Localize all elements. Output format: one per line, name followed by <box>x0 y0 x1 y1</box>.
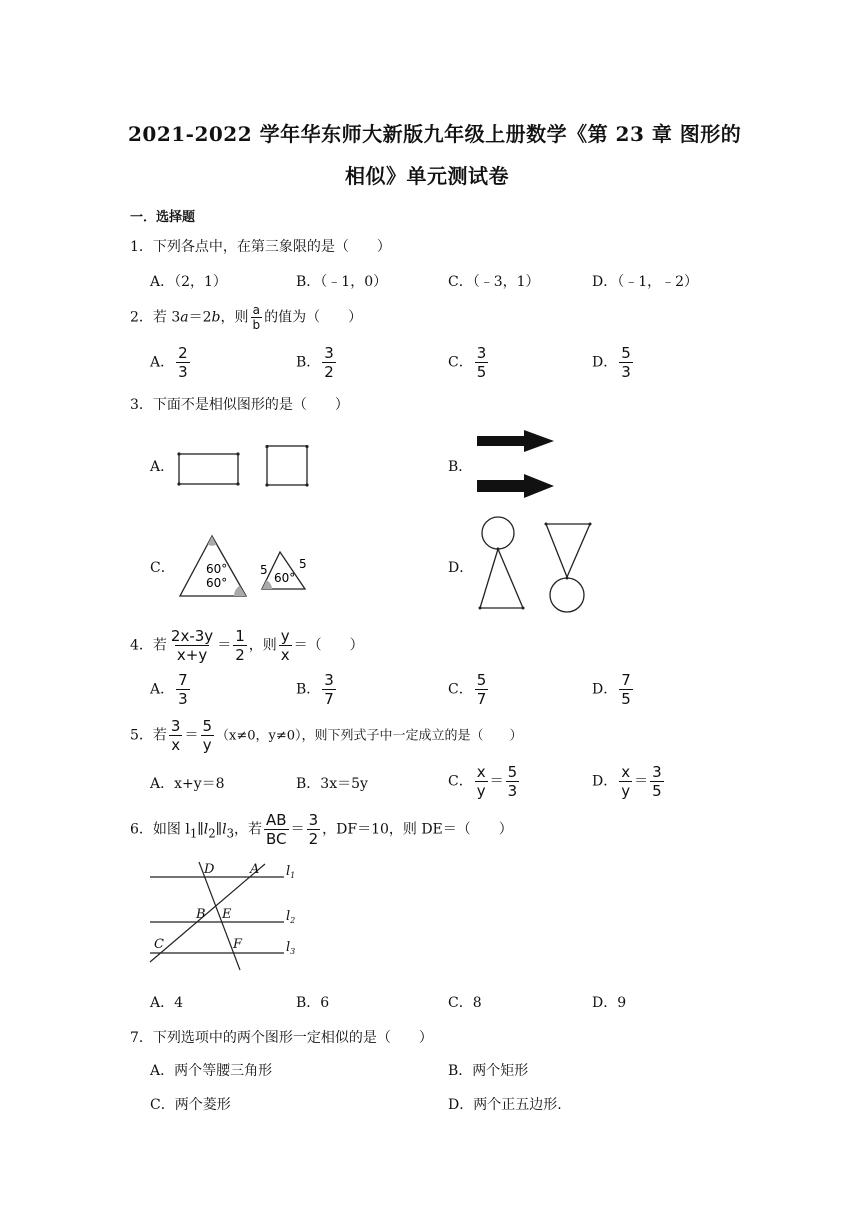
q5-fraction <box>200 718 214 753</box>
q6-text: 6．如图 l <box>130 821 190 838</box>
q6-option-c: C．8 <box>448 995 482 1011</box>
label-f: F <box>233 937 243 952</box>
frac-den: y <box>476 782 486 800</box>
circle-shape <box>550 578 584 612</box>
q3-option-a-label: A． <box>150 459 175 475</box>
frac-num: 3 <box>652 763 662 781</box>
q4-option-d <box>592 672 635 707</box>
q2-text: ，则 <box>220 309 249 326</box>
opt-fraction <box>619 764 632 799</box>
frac-num: 2x-3y <box>170 627 214 645</box>
q2-text: 2．若 3 <box>130 309 181 326</box>
frac-den: 3 <box>621 363 631 381</box>
q4-option-a <box>150 672 192 707</box>
figure-rectangle-square <box>170 445 320 493</box>
q4-fraction <box>233 628 247 663</box>
vertex-dots <box>177 452 239 485</box>
q5-condition: （x≠0，y≠0），则下列式子中一定成立的是（ ） <box>216 728 523 744</box>
angle-label: 60° <box>206 562 228 576</box>
frac-num: 3 <box>476 344 487 362</box>
question-3-stem: 3．下面不是相似图形的是（ ） <box>130 397 349 413</box>
figure-two-triangles <box>176 532 316 600</box>
side-label: 5 <box>299 557 307 571</box>
opt-label: C． <box>448 773 473 790</box>
q2-var-b: b <box>211 309 221 326</box>
frac-den: x <box>280 646 290 664</box>
frac-den: 2 <box>235 646 245 664</box>
frac-den: 5 <box>652 782 662 800</box>
frac-den: x <box>171 736 181 754</box>
q3-option-b-label: B． <box>448 459 473 475</box>
frac-num: AB <box>266 811 287 829</box>
q6-option-a: A．4 <box>150 995 184 1011</box>
q1-option-a: A．（2，1） <box>150 274 227 290</box>
q3-option-c-label: C． <box>150 560 175 576</box>
opt-fraction <box>650 764 664 799</box>
q4-option-c <box>448 672 490 707</box>
page-title-line2: 相似》单元测试卷 <box>345 164 509 188</box>
circle-shape <box>482 517 514 549</box>
opt-label: D． <box>592 773 618 790</box>
angle-mark <box>234 586 246 596</box>
opt-fraction <box>475 672 489 707</box>
opt-label: B． <box>296 681 321 698</box>
q7-option-a: A．两个等腰三角形 <box>150 1063 273 1079</box>
figure-circle-triangle <box>472 512 597 617</box>
q4-fraction <box>279 628 292 663</box>
frac-den: 3 <box>178 690 188 708</box>
q2-option-a <box>150 345 192 380</box>
q2-fraction <box>251 304 263 331</box>
frac-num: 3 <box>308 811 319 829</box>
opt-fraction <box>176 345 190 380</box>
frac-num: 3 <box>324 671 334 689</box>
page-title-line1: 2021-2022 学年华东师大新版九年级上册数学《第 23 章 图形的 <box>128 122 742 146</box>
question-4-stem <box>130 628 364 663</box>
frac-den: x+y <box>176 646 208 664</box>
frac-den: 5 <box>621 690 631 708</box>
frac-num: 3 <box>170 717 181 735</box>
opt-fraction <box>475 764 488 799</box>
frac-num: a <box>252 303 260 317</box>
opt-label: C． <box>448 354 473 371</box>
q3-option-d-label: D． <box>448 560 474 576</box>
q2-var-a: a <box>180 309 189 326</box>
q1-option-c: C．（﹣3，1） <box>448 274 540 290</box>
q2-option-b <box>296 345 338 380</box>
transversal-abc <box>150 864 265 962</box>
section-heading: 一．选择题 <box>130 210 196 225</box>
figure-two-arrows <box>472 428 557 504</box>
q7-option-b: B．两个矩形 <box>448 1063 529 1079</box>
q6-option-d: D．9 <box>592 995 627 1011</box>
frac-den: b <box>252 318 261 332</box>
label-l2: $l_2$ <box>286 909 296 925</box>
figure-parallel-lines <box>146 858 306 974</box>
q5-option-a: A．x+y＝8 <box>150 776 225 792</box>
frac-den: y <box>202 736 212 754</box>
question-7-stem: 7．下列选项中的两个图形一定相似的是（ ） <box>130 1030 433 1046</box>
q5-option-c: C． $\frac{x}{y}$ ＝ $\frac{5}{3}$ <box>448 763 518 800</box>
label-c: C <box>154 937 164 952</box>
q5-option-d: D． $\frac{x}{y}$ ＝ $\frac{3}{5}$ <box>592 763 662 800</box>
frac-num: x <box>476 763 486 781</box>
triangle-shape <box>480 549 523 608</box>
frac-den: 2 <box>308 830 319 848</box>
frac-den: 5 <box>476 363 487 381</box>
q5-text: 5．若 <box>130 727 167 744</box>
rectangle-shape <box>179 454 238 484</box>
q5-text: ＝ <box>184 727 199 744</box>
q2-text: 的值为（ ） <box>264 309 363 326</box>
angle-label: 60° <box>274 571 296 585</box>
frac-num: 1 <box>235 627 245 645</box>
q4-text: ，则 <box>248 637 277 654</box>
frac-num: 3 <box>324 344 334 362</box>
frac-num: 2 <box>178 344 188 362</box>
vertex-dots <box>545 523 592 580</box>
frac-num: x <box>621 763 631 781</box>
opt-fraction <box>322 345 336 380</box>
frac-num: 5 <box>202 717 213 735</box>
frac-num: 5 <box>507 763 518 781</box>
side-label: 5 <box>260 563 268 577</box>
q1-option-b: B．（﹣1，0） <box>296 274 388 290</box>
q6-text: ＝ <box>290 821 305 838</box>
opt-fraction <box>619 345 633 380</box>
q6-text: ，若 <box>234 821 263 838</box>
vertex-dots <box>265 445 308 487</box>
opt-fraction <box>619 672 633 707</box>
question-2-stem <box>130 304 362 331</box>
q6-option-b: B．6 <box>296 995 330 1011</box>
opt-label: A． <box>150 681 175 698</box>
opt-label: C． <box>448 681 473 698</box>
q2-option-c <box>448 345 490 380</box>
frac-den: 3 <box>507 782 518 800</box>
q2-text: ＝2 <box>188 309 212 326</box>
frac-num: 5 <box>621 344 631 362</box>
frac-den: y <box>621 782 631 800</box>
arrow-shape <box>477 474 554 498</box>
q6-text: ，DF＝10，则 DE＝（ ） <box>322 821 513 838</box>
label-b: B <box>196 907 206 922</box>
opt-fraction <box>322 672 336 707</box>
frac-den: BC <box>266 830 287 848</box>
question-1-stem: 1．下列各点中，在第三象限的是（ ） <box>130 239 391 255</box>
arrow-shape <box>477 430 554 452</box>
question-5-stem <box>130 718 523 753</box>
label-a: A <box>250 862 260 877</box>
q6-fraction <box>264 812 289 847</box>
frac-den: 7 <box>476 690 487 708</box>
opt-fraction <box>506 764 520 799</box>
q5-fraction <box>169 718 183 753</box>
frac-num: y <box>280 627 290 645</box>
opt-label: B． <box>296 354 321 371</box>
opt-label: D． <box>592 354 618 371</box>
q4-text: 4．若 <box>130 637 167 654</box>
q4-fraction <box>169 628 215 663</box>
q4-option-b <box>296 672 338 707</box>
q7-option-d: D．两个正五边形. <box>448 1097 562 1113</box>
q6-fraction <box>307 812 321 847</box>
frac-num: 5 <box>476 671 487 689</box>
frac-num: 7 <box>621 671 631 689</box>
opt-label: A． <box>150 354 175 371</box>
frac-num: 7 <box>178 671 188 689</box>
question-6-stem: 6．如图 $l_1\parallel l_2\parallel l_3$，若 $\frac{AB}{BC}$ ＝ $\frac{3}{2}$ ，DF＝10，则 DE＝（ ） <box>130 811 513 848</box>
label-d: D <box>204 862 215 877</box>
q1-option-d: D．（﹣1，﹣2） <box>592 274 699 290</box>
label-e: E <box>222 907 232 922</box>
q2-option-d <box>592 345 635 380</box>
q5-option-b: B．3x＝5y <box>296 776 368 792</box>
opt-label: D． <box>592 681 618 698</box>
triangle-shape <box>546 524 590 577</box>
opt-fraction <box>176 672 190 707</box>
q7-option-c: C．两个菱形 <box>150 1097 231 1113</box>
square-shape <box>267 446 307 485</box>
frac-den: 3 <box>178 363 188 381</box>
q4-text: ＝（ ） <box>293 637 364 654</box>
opt-fraction <box>475 345 489 380</box>
label-l3: $l_3$ <box>286 940 296 956</box>
angle-label: 60° <box>206 576 228 590</box>
frac-den: 2 <box>324 363 334 381</box>
frac-den: 7 <box>324 690 334 708</box>
q4-text: ＝ <box>217 637 232 654</box>
label-l1: $l_1$ <box>286 864 296 880</box>
